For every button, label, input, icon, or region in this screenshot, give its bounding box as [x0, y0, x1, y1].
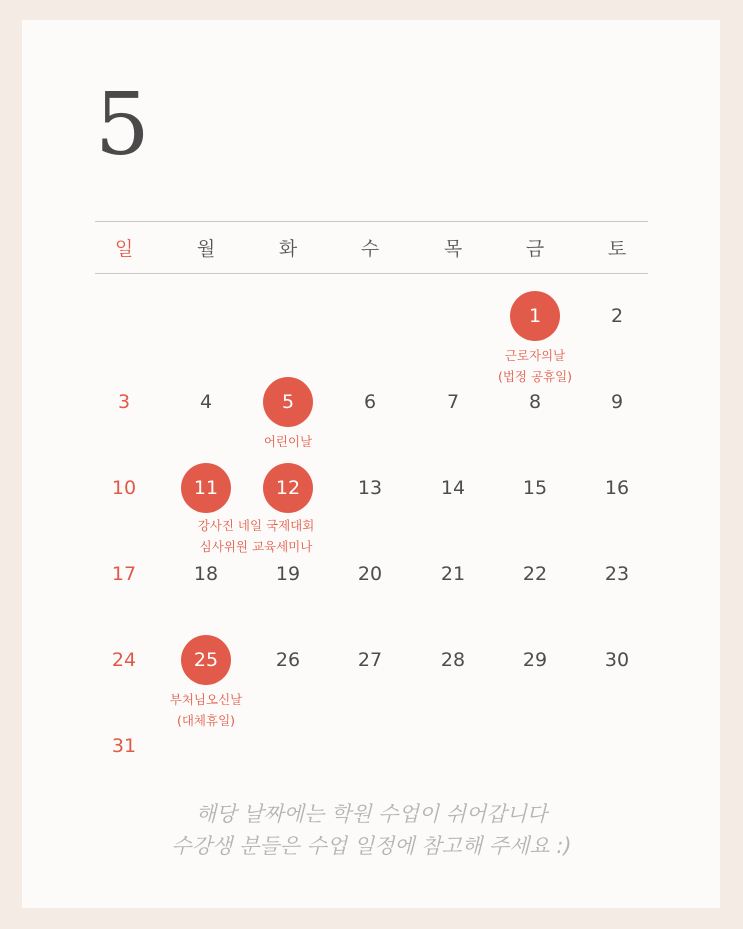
footer-line1: 해당 날짜에는 학원 수업이 쉬어갑니다 — [195, 802, 548, 826]
note-buddha — [126, 689, 286, 731]
day-1-holiday: 1 — [510, 291, 560, 341]
day-7: 7 — [446, 391, 460, 413]
day-9: 9 — [610, 391, 624, 413]
day-3: 3 — [117, 391, 131, 413]
day-4: 4 — [199, 391, 213, 413]
note-childrens-day: 어린이날 — [263, 434, 313, 449]
day-16: 16 — [604, 477, 630, 499]
day-11-holiday: 11 — [181, 463, 231, 513]
day-19: 19 — [275, 563, 301, 585]
month-number: 5 — [95, 75, 150, 175]
note-labor-day-line1: 근로자의날 — [504, 348, 566, 363]
weekday-wed: 수 — [360, 238, 380, 260]
day-22: 22 — [522, 563, 548, 585]
day-2: 2 — [610, 305, 624, 327]
day-14: 14 — [440, 477, 466, 499]
weekday-sun: 일 — [114, 238, 134, 260]
weekday-thu: 목 — [443, 238, 463, 260]
day-24: 24 — [111, 649, 137, 671]
weekday-sat: 토 — [607, 238, 627, 260]
day-10: 10 — [111, 477, 137, 499]
note-buddha-line1: 부처님오신날 — [169, 692, 243, 707]
note-seminar-line2: 심사위원 교육세미나 — [199, 539, 313, 554]
header-top-divider — [95, 221, 648, 222]
weekday-mon: 월 — [196, 238, 216, 260]
day-12-holiday: 12 — [263, 463, 313, 513]
weekday-tue: 화 — [278, 238, 298, 260]
day-28: 28 — [440, 649, 466, 671]
day-20: 20 — [357, 563, 383, 585]
day-13: 13 — [357, 477, 383, 499]
day-6: 6 — [363, 391, 377, 413]
day-31: 31 — [111, 735, 137, 757]
day-17: 17 — [111, 563, 137, 585]
day-18: 18 — [193, 563, 219, 585]
day-15: 15 — [522, 477, 548, 499]
day-23: 23 — [604, 563, 630, 585]
header-bottom-divider — [95, 273, 648, 274]
day-29: 29 — [522, 649, 548, 671]
day-25-holiday: 25 — [181, 635, 231, 685]
note-labor-day-line2: (법정 공휴일) — [497, 369, 573, 384]
note-seminar-line1: 강사진 네일 국제대회 — [197, 518, 315, 533]
day-27: 27 — [357, 649, 383, 671]
day-8: 8 — [528, 391, 542, 413]
note-buddha-line2: (대체휴일) — [176, 713, 236, 728]
weekday-fri: 금 — [525, 238, 545, 260]
day-21: 21 — [440, 563, 466, 585]
footer-line2: 수강생 분들은 수업 일정에 참고해 주세요 :) — [171, 834, 572, 858]
day-26: 26 — [275, 649, 301, 671]
day-5-holiday: 5 — [263, 377, 313, 427]
day-30: 30 — [604, 649, 630, 671]
